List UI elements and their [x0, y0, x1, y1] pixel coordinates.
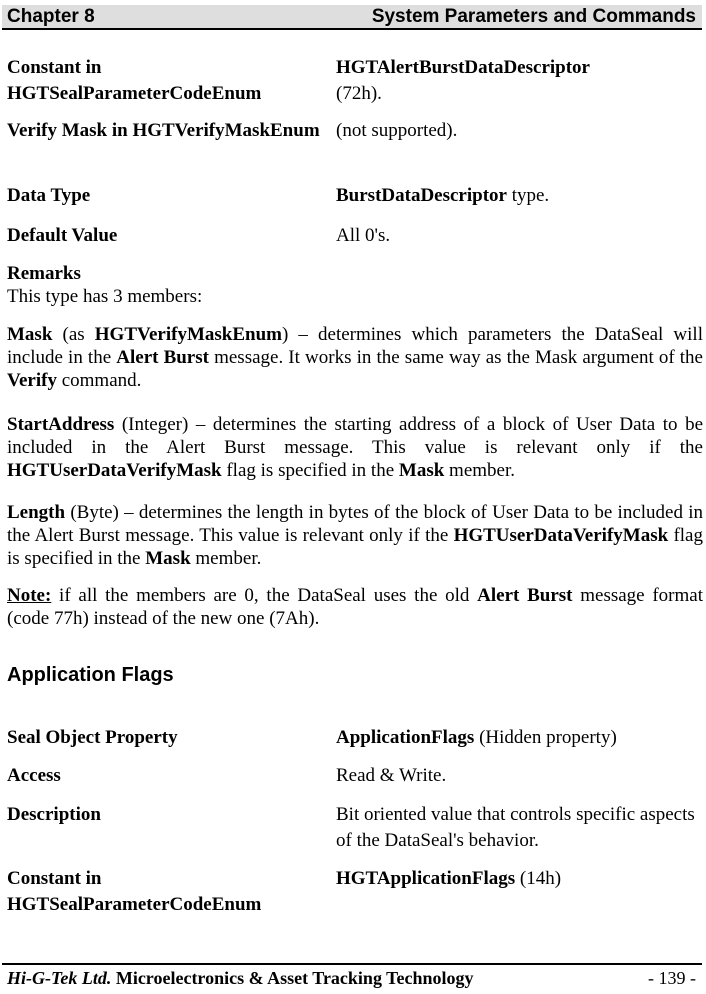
member-length: Length (Byte) – determines the length in bytes of the block of User Data to be included in the Alert Burst message. This value is relevant only if the HGTUserDataVerifyMask flag is specified in the Mask member. — [7, 502, 703, 569]
property-value: (not supported). — [336, 120, 458, 141]
page-footer — [2, 963, 702, 989]
chapter-label: Chapter 8 — [7, 6, 95, 27]
property-label: Constant in HGTSealParameterCodeEnum — [7, 868, 262, 915]
property-label: Verify Mask in HGTVerifyMaskEnum — [7, 120, 320, 141]
property-value: HGTApplicationFlags (14h) — [336, 868, 562, 889]
property-row — [7, 802, 703, 854]
property-label: Seal Object Property — [7, 727, 178, 748]
page-number: - 139 - — [648, 968, 696, 988]
property-value: BurstDataDescriptor type. — [336, 185, 550, 206]
property-row — [7, 118, 703, 170]
member-startaddress: StartAddress (Integer) – determines the starting address of a block of User Data to be included in the Alert Burst message. This value is relevant only if the HGTUserDataVerifyMask flag is specified in the Mask member. — [7, 414, 703, 481]
property-label: Description — [7, 804, 101, 825]
property-value: Read & Write. — [336, 765, 447, 786]
property-row — [7, 55, 703, 107]
property-value: HGTAlertBurstDataDescriptor (72h). — [336, 57, 590, 104]
property-value: All 0's. — [336, 225, 391, 246]
chapter-title: System Parameters and Commands — [371, 6, 696, 27]
footer-company: Hi-G-Tek Ltd. Microelectronics & Asset Tracking Technology — [7, 968, 474, 988]
remarks-section — [7, 262, 703, 308]
property-label: Constant in HGTSealParameterCodeEnum — [7, 57, 262, 104]
note-paragraph: Note: if all the members are 0, the DataSeal uses the old Alert Burst message format (code 77h) instead of the new one (7Ah). — [7, 585, 704, 629]
section-title: Application Flags — [7, 664, 174, 686]
property-row — [7, 866, 703, 918]
property-value: Bit oriented value that controls specific aspects of the DataSeal's behavior. — [336, 804, 695, 851]
remarks-title: Remarks — [7, 263, 81, 284]
property-label: Access — [7, 765, 61, 786]
remarks-intro: This type has 3 members: — [7, 286, 203, 307]
page-header — [2, 5, 702, 30]
member-mask: Mask (as HGTVerifyMaskEnum) – determines which parameters the DataSeal will include in the Alert Burst message. It works in the same way as the Mask argument of the Verify command. — [7, 324, 703, 391]
property-value: ApplicationFlags (Hidden property) — [336, 727, 617, 748]
property-label: Data Type — [7, 185, 91, 206]
property-label: Default Value — [7, 225, 118, 246]
